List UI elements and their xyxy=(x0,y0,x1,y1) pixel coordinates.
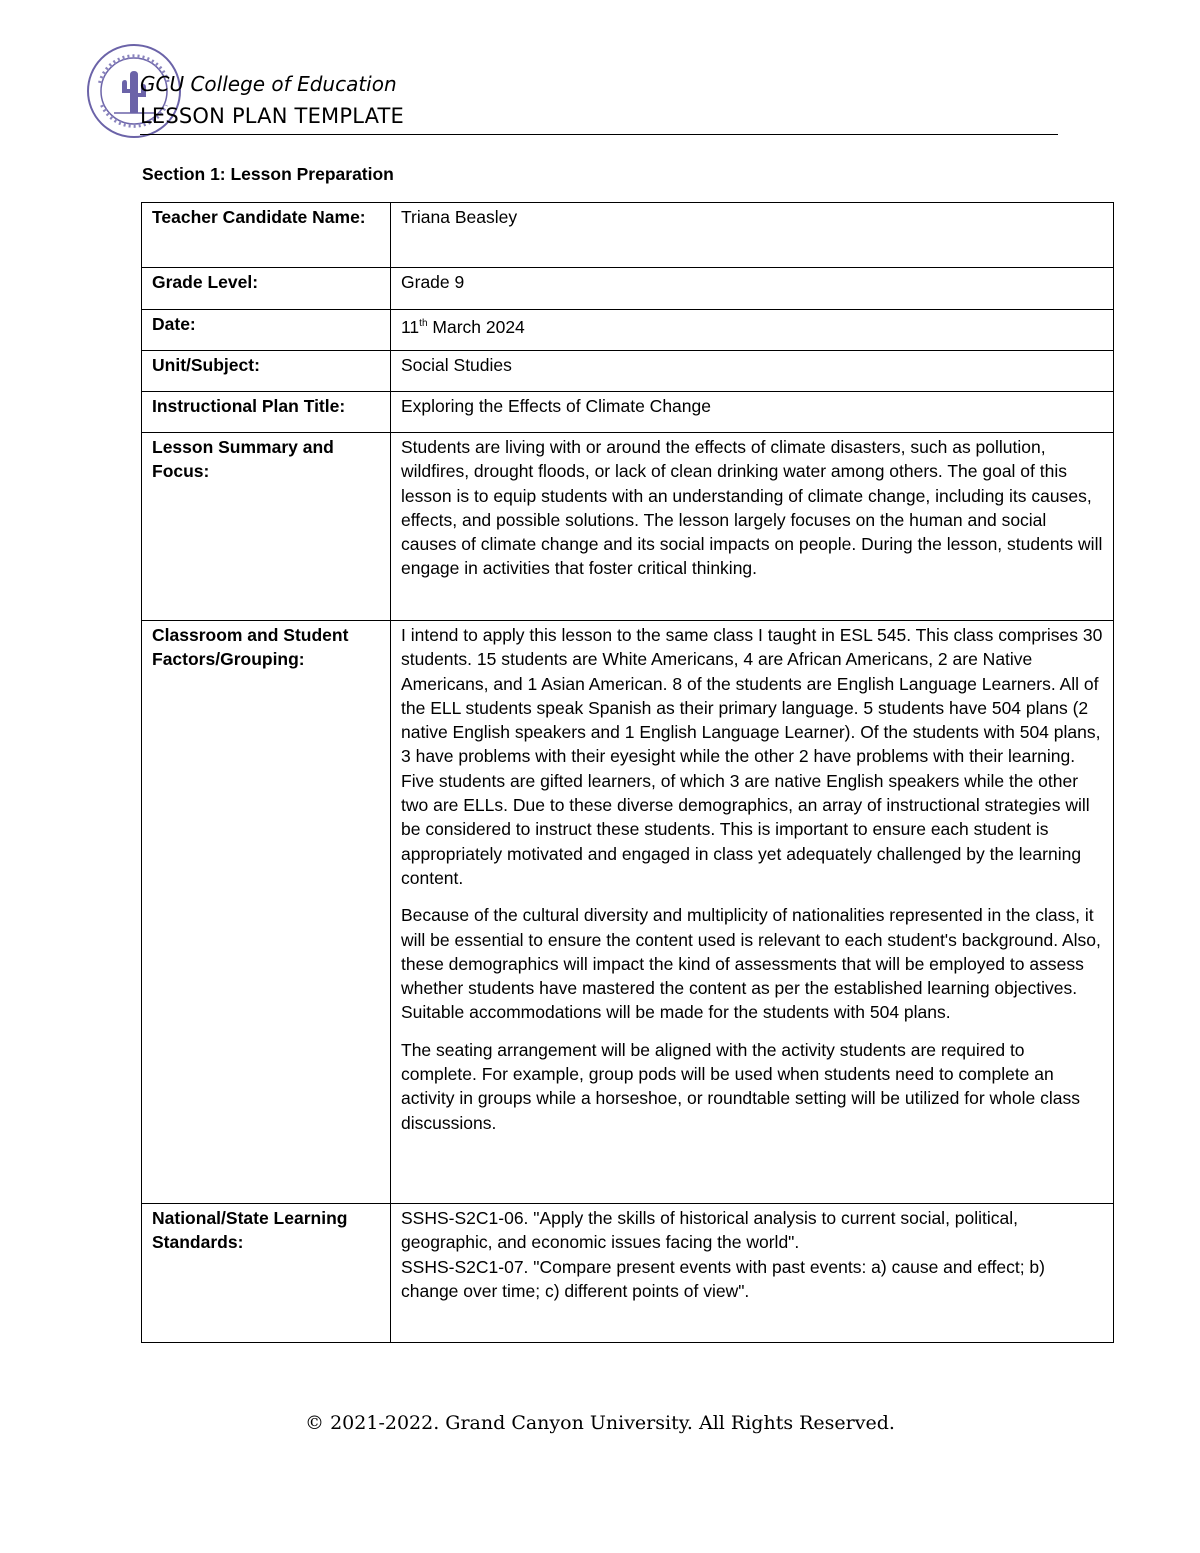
row-value xyxy=(391,310,1114,351)
date-suffix: th xyxy=(419,318,428,329)
row-value: Exploring the Effects of Climate Change xyxy=(391,392,1114,433)
paragraph: I intend to apply this lesson to the same class I taught in ESL 545. This class comprises 30 students. 15 students are White Americans, 4 are African Americans, 2 are Native Americans, and 1 Asian American. 8 of the students are English Language Learners. All of the ELL students speak Spanish as their primary language. 5 students have 504 plans (2 native English speakers and 1 English Language Learner). Of the students with 504 plans, 3 have problems with their eyesight while the other 2 have problems with their learning. Five students are gifted learners, of which 3 are native English speakers while the other two are ELLs. Due to these diverse demographics, an array of instructional strategies will be considered to instruct these students. This is important to ensure each student is appropriately motivated and engaged in class yet adequately challenged by the learning content. xyxy=(401,625,1103,888)
row-label: Instructional Plan Title: xyxy=(142,392,391,433)
row-value: Triana Beasley xyxy=(391,203,1114,268)
row-value xyxy=(391,1204,1114,1343)
row-value xyxy=(391,621,1114,1204)
row-label: Classroom and Student Factors/Grouping: xyxy=(142,621,391,1204)
date-day: 11 xyxy=(401,316,420,337)
row-label: National/State Learning Standards: xyxy=(142,1204,391,1343)
table-row xyxy=(142,1204,1114,1343)
row-label: Date: xyxy=(142,310,391,351)
paragraph: Because of the cultural diversity and multiplicity of nationalities represented in the class, it will be essential to ensure the content used is relevant to each student's background. Also, these demographics will impact the kind of assessments that will be employed to assess whether students have mastered the content as per the established learning objectives. Suitable accommodations will be made for the students with 504 plans. xyxy=(401,905,1101,1023)
college-name: GCU College of Education xyxy=(140,72,397,96)
table-row xyxy=(142,268,1114,310)
row-label: Teacher Candidate Name: xyxy=(142,203,391,268)
date-rest: March 2024 xyxy=(427,316,525,337)
section-title: Section 1: Lesson Preparation xyxy=(142,164,394,184)
table-row xyxy=(142,310,1114,351)
paragraph: The seating arrangement will be aligned with the activity students are required to complete. For example, group pods will be used when students need to complete an activity in groups while a horseshoe, or roundtable setting will be utilized for whole class discussions. xyxy=(401,1039,1080,1133)
row-label: Lesson Summary and Focus: xyxy=(142,433,391,621)
standard-line: SSHS-S2C1-07. "Compare present events with past events: a) cause and effect; b) change over time; c) different points of view". xyxy=(401,1256,1045,1301)
row-value: Social Studies xyxy=(391,351,1114,392)
row-value: Grade 9 xyxy=(391,268,1114,310)
copyright-footer: © 2021-2022. Grand Canyon University. All Rights Reserved. xyxy=(305,1412,895,1434)
row-label: Unit/Subject: xyxy=(142,351,391,392)
standard-line: SSHS-S2C1-06. "Apply the skills of historical analysis to current social, political, geographic, and economic issues facing the world". xyxy=(401,1208,1019,1253)
lesson-plan-table xyxy=(141,202,1114,1343)
table-row xyxy=(142,203,1114,268)
header-divider xyxy=(140,134,1058,135)
template-title: LESSON PLAN TEMPLATE xyxy=(140,104,405,128)
table-row xyxy=(142,621,1114,1204)
table-row xyxy=(142,351,1114,392)
row-label: Grade Level: xyxy=(142,268,391,310)
row-value: Students are living with or around the effects of climate disasters, such as pollution, wildfires, drought floods, or lack of clean drinking water among others. The goal of this lesson is to equip students with an understanding of climate change, including its causes, effects, and possible solutions. The lesson largely focuses on the human and social causes of climate change and its social impacts on people. During the lesson, students will engage in activities that foster critical thinking. xyxy=(391,433,1114,621)
table-row xyxy=(142,433,1114,621)
table-row xyxy=(142,392,1114,433)
